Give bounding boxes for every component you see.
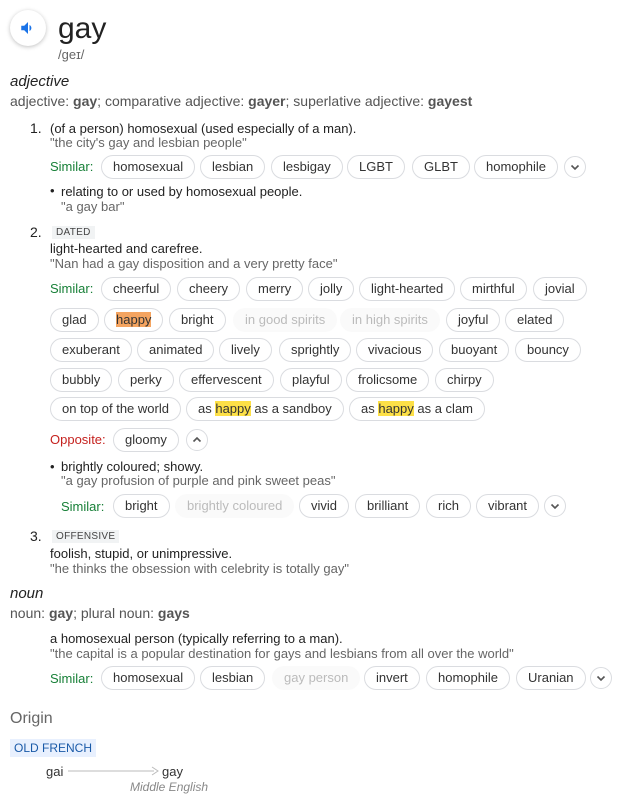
synonym-phrase-chip[interactable]: as happy as a sandboy [186,397,344,421]
collapse-synonyms-button[interactable] [186,429,208,451]
definition: light-hearted and carefree. [50,241,203,256]
similar-label: Similar: [61,499,105,514]
sub-example: "a gay bar" [61,199,125,214]
synonym-chip[interactable]: effervescent [179,368,274,392]
sense-number: 2. [30,224,42,240]
synonym-chip-disabled: in good spirits [233,308,337,332]
example: "the capital is a popular destination for gays and lesbians from all over the world" [50,646,514,661]
expand-synonyms-button[interactable] [544,495,566,517]
similar-label: Similar: [50,159,94,174]
synonym-chip[interactable]: lively [219,338,272,362]
expand-synonyms-button[interactable] [590,667,612,689]
chevron-up-icon [191,434,203,446]
synonym-chip[interactable]: perky [118,368,174,392]
adjective-forms: adjective: gay; comparative adjective: gayer; superlative adjective: gayest [10,93,473,109]
synonym-chip[interactable]: cheerful [101,277,171,301]
synonym-chip[interactable]: chirpy [435,368,494,392]
synonym-chip[interactable]: elated [505,308,564,332]
synonym-chip-disabled: in high spirits [340,308,440,332]
etymon-from: gai [46,764,64,779]
chevron-down-icon [549,500,561,512]
origin-heading: Origin [10,710,53,727]
noun-forms: noun: gay; plural noun: gays [10,605,190,621]
synonym-chip[interactable]: rich [426,494,471,518]
synonym-chip[interactable]: vibrant [476,494,539,518]
expand-synonyms-button[interactable] [564,156,586,178]
example: "the city's gay and lesbian people" [50,135,247,150]
synonym-chip[interactable]: sprightly [279,338,351,362]
synonym-chip[interactable]: homosexual [101,666,195,690]
synonym-chip[interactable]: bright [169,308,226,332]
synonym-chip[interactable]: Uranian [516,666,586,690]
synonym-chip[interactable]: lesbian [200,666,265,690]
synonym-chip[interactable]: frolicsome [346,368,429,392]
sub-bullet: • [50,183,55,198]
synonym-chip[interactable]: light-hearted [359,277,455,301]
definition: a homosexual person (typically referring to a man). [50,631,343,646]
similar-label: Similar: [50,281,94,296]
sub-example: "a gay profusion of purple and pink sweet peas" [61,473,336,488]
arrow-right-icon [68,766,160,776]
phonetic: /ɡeɪ/ [58,47,85,62]
headword: gay [58,12,107,45]
pronounce-button[interactable] [10,10,46,46]
synonym-chip[interactable]: glad [50,308,99,332]
pos-adjective: adjective [10,73,70,90]
synonym-chip[interactable]: vivacious [356,338,433,362]
speaker-icon [19,19,37,37]
pos-noun: noun [10,585,44,602]
synonym-chip-disabled: gay person [272,666,360,690]
usage-tag: DATED [52,226,95,239]
synonym-chip[interactable]: lesbian [200,155,265,179]
synonym-chip[interactable]: vivid [299,494,349,518]
synonym-chip[interactable]: cheery [177,277,240,301]
synonym-chip[interactable]: lesbigay [271,155,343,179]
synonym-chip[interactable]: playful [280,368,342,392]
synonym-chip-disabled: brightly coloured [175,494,294,518]
sub-definition: brightly coloured; showy. [61,459,204,474]
opposite-label: Opposite: [50,432,106,447]
synonym-chip[interactable]: merry [246,277,303,301]
synonym-chip[interactable]: GLBT [412,155,470,179]
etymon-to: gay [162,764,183,779]
synonym-chip[interactable]: jolly [308,277,354,301]
synonym-chip[interactable]: invert [364,666,420,690]
definition: (of a person) homosexual (used especially of a man). [50,121,357,136]
synonym-chip[interactable]: animated [137,338,214,362]
usage-tag: OFFENSIVE [52,530,119,543]
similar-label: Similar: [50,671,94,686]
example: "he thinks the obsession with celebrity is totally gay" [50,561,349,576]
origin-language-badge: OLD FRENCH [10,739,96,757]
synonym-chip[interactable]: mirthful [460,277,527,301]
sub-definition: relating to or used by homosexual people. [61,184,303,199]
example: "Nan had a gay disposition and a very pretty face" [50,256,338,271]
synonym-chip[interactable]: homophile [426,666,510,690]
sub-bullet: • [50,459,55,474]
synonym-chip[interactable]: brilliant [355,494,420,518]
synonym-phrase-chip[interactable]: as happy as a clam [349,397,485,421]
synonym-chip[interactable]: bouncy [515,338,581,362]
sense-number: 3. [30,528,42,544]
synonym-chip[interactable]: on top of the world [50,397,181,421]
sense-number: 1. [30,120,42,136]
synonym-chip[interactable]: homophile [474,155,558,179]
antonym-chip[interactable]: gloomy [113,428,179,452]
synonym-chip[interactable]: buoyant [439,338,509,362]
definition: foolish, stupid, or unimpressive. [50,546,233,561]
etymon-to-language: Middle English [130,780,209,794]
synonym-chip-active[interactable]: happy [104,308,163,332]
chevron-down-icon [569,161,581,173]
synonym-chip[interactable]: LGBT [347,155,405,179]
chevron-down-icon [595,672,607,684]
synonym-chip[interactable]: jovial [533,277,587,301]
synonym-chip[interactable]: exuberant [50,338,132,362]
synonym-chip[interactable]: homosexual [101,155,195,179]
synonym-chip[interactable]: bright [113,494,170,518]
synonym-chip[interactable]: bubbly [50,368,112,392]
synonym-chip[interactable]: joyful [446,308,500,332]
